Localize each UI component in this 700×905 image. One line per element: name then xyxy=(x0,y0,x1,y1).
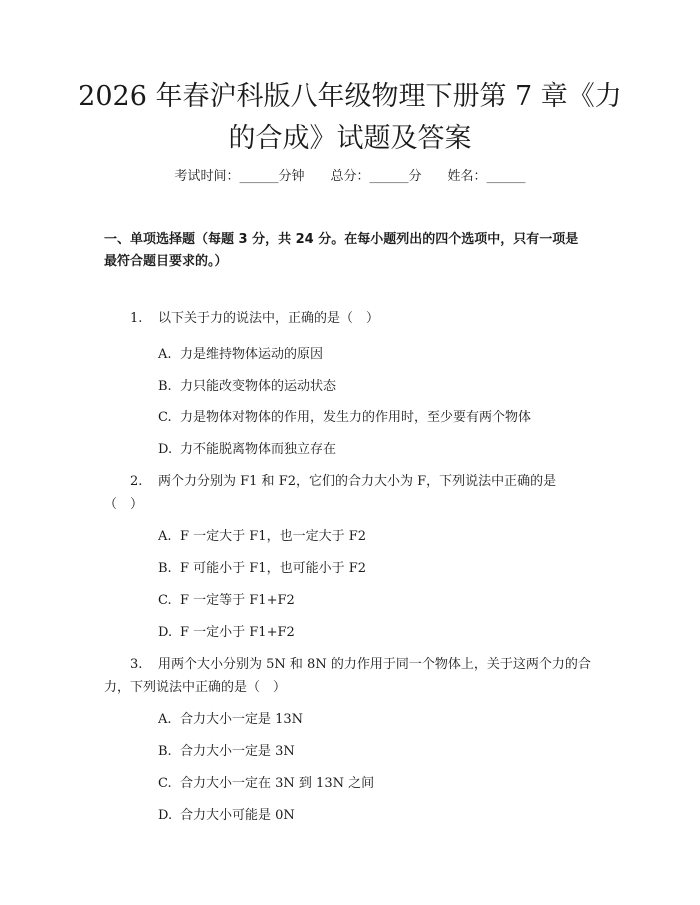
option-text: F 一定等于 F1+F2 xyxy=(180,593,295,608)
option-1a xyxy=(158,346,323,364)
question-3 xyxy=(130,656,591,674)
score-label: 总分：______分 xyxy=(330,169,422,184)
option-letter: A. xyxy=(158,712,172,727)
option-text: 合力大小一定是 13N xyxy=(180,712,304,727)
option-text: 合力大小一定在 3N 到 13N 之间 xyxy=(180,776,375,791)
option-text: 合力大小可能是 0N xyxy=(180,808,295,823)
option-text: 力只能改变物体的运动状态 xyxy=(180,379,337,394)
option-text: 力不能脱离物体而独立存在 xyxy=(180,442,337,457)
option-letter: A. xyxy=(158,529,172,544)
option-text: F 可能小于 F1，也可能小于 F2 xyxy=(180,561,366,576)
section-heading-line-1: 一、单项选择题（每题 3 分，共 24 分。在每小题列出的四个选项中，只有一项是 xyxy=(104,232,579,247)
exam-meta xyxy=(0,168,700,186)
question-text: 两个力分别为 F1 和 F2，它们的合力大小为 F，下列说法中正确的是 xyxy=(158,474,557,489)
option-2c xyxy=(158,592,295,610)
option-letter: C. xyxy=(158,776,172,791)
question-2-continued: （ ） xyxy=(104,497,144,512)
option-3d xyxy=(158,807,295,825)
option-text: 力是物体对物体的作用，发生力的作用时，至少要有两个物体 xyxy=(180,410,532,425)
question-1 xyxy=(130,310,379,328)
option-letter: B. xyxy=(158,379,172,394)
option-text: F 一定小于 F1+F2 xyxy=(180,625,295,640)
option-2b xyxy=(158,560,366,578)
option-3a xyxy=(158,711,303,729)
question-number: 3. xyxy=(130,657,143,672)
option-2a xyxy=(158,528,366,546)
page-title-line-2: 的合成》试题及答案 xyxy=(228,123,472,154)
option-2d xyxy=(158,624,295,642)
option-3b xyxy=(158,743,295,761)
option-letter: B. xyxy=(158,561,172,576)
section-heading-line-2: 最符合题目要求的。） xyxy=(104,254,228,269)
option-letter: D. xyxy=(158,808,173,823)
question-2 xyxy=(130,473,556,491)
page-title-line-1: 2026 年春沪科版八年级物理下册第 7 章《力 xyxy=(78,81,622,112)
option-text: F 一定大于 F1，也一定大于 F2 xyxy=(180,529,366,544)
option-letter: A. xyxy=(158,347,172,362)
question-number: 1. xyxy=(130,311,143,326)
time-label: 考试时间：______分钟 xyxy=(174,169,305,184)
option-1d xyxy=(158,441,336,459)
option-letter: D. xyxy=(158,442,173,457)
option-text: 力是维持物体运动的原因 xyxy=(180,347,324,362)
question-text: 以下关于力的说法中，正确的是（ ） xyxy=(158,311,380,326)
option-1b xyxy=(158,378,336,396)
question-number: 2. xyxy=(130,474,143,489)
option-letter: D. xyxy=(158,625,173,640)
option-letter: C. xyxy=(158,593,172,608)
option-letter: B. xyxy=(158,744,172,759)
option-3c xyxy=(158,775,374,793)
name-label: 姓名：______ xyxy=(447,169,526,184)
option-letter: C. xyxy=(158,410,172,425)
question-text: 用两个大小分别为 5N 和 8N 的力作用于同一个物体上，关于这两个力的合 xyxy=(158,657,591,672)
option-1c xyxy=(158,409,531,427)
question-3-continued: 力，下列说法中正确的是（ ） xyxy=(104,680,287,695)
option-text: 合力大小一定是 3N xyxy=(180,744,295,759)
